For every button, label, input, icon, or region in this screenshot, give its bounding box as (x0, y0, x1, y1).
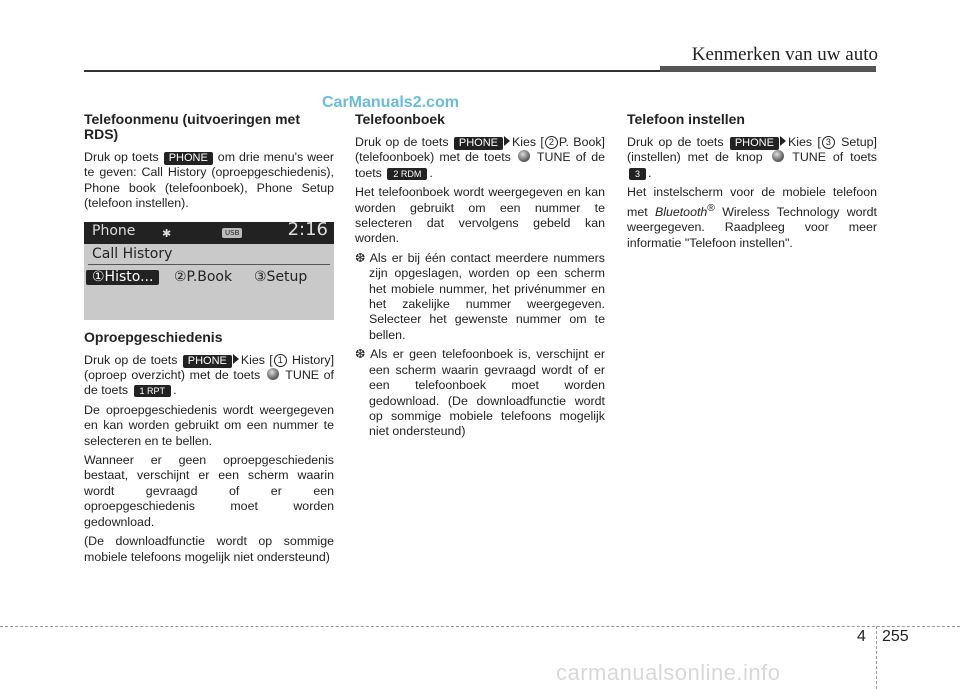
text: TUNE of de toets (355, 150, 606, 180)
text: Druk op toets (84, 150, 159, 164)
paragraph-setup-desc (627, 185, 877, 251)
screen-option-history: ①Histo... (86, 270, 159, 285)
watermark-top: CarManuals2.com (322, 94, 459, 111)
screen-option-pbook: ②P.Book (174, 268, 233, 285)
circled-number-icon: 2 (545, 136, 558, 149)
text: Kies [ (512, 135, 544, 149)
watermark-bottom: carmanualsonline.info (556, 660, 781, 685)
text: TUNE of toets (792, 150, 877, 165)
header-rule (84, 70, 660, 72)
text: Wireless Technology wordt weergegeven. Raadpleeg voor meer informatie "Telefoon instellen". (627, 204, 877, 250)
text: . (173, 383, 177, 398)
screen-option-setup: ③Setup (254, 268, 308, 285)
column-2 (355, 112, 605, 444)
page-number: 255 (882, 628, 909, 645)
key-2-rdm-icon: 2 RDM (387, 168, 427, 180)
paragraph-intro (84, 150, 334, 212)
key-1-rpt-icon: 1 RPT (134, 385, 172, 397)
paragraph-setup-steps (627, 135, 877, 181)
key-3-icon: 3 (629, 168, 646, 180)
bluetooth-icon: ✱ (162, 226, 172, 240)
bullet-multiple-numbers: ❆ Als er bij één contact meerdere nummers zijn opgeslagen, worden op een scherm het mobiele nummer, het privénummer en het zakelijke nummer weergegeven. Selecteer het gewenste nummer om te bellen. (355, 250, 605, 342)
usb-badge: USB (222, 228, 242, 238)
paragraph-history-note: (De downloadfunctie wordt op sommige mobiele telefoons mogelijk niet ondersteund) (84, 534, 334, 564)
paragraph-history-desc: De oproepgeschiedenis wordt weergegeven en kan worden gebruikt om een nummer te selecteren en te bellen. (84, 402, 334, 448)
heading-telefoonboek: Telefoonboek (355, 111, 445, 127)
header-bar (660, 66, 876, 72)
heading-telefoon-instellen: Telefoon instellen (627, 111, 745, 127)
arrow-right-icon (233, 354, 239, 364)
text: . (648, 165, 652, 180)
bullet-no-phonebook: ❆ Als er geen telefoonboek is, verschijnt er een scherm waarin gevraagd wordt of er een telefoonboek moet worden gedownload. (De downloadfunctie wordt op sommige mobiele telefoons mogelijk niet ondersteund) (355, 347, 605, 439)
text: Kies [ (787, 135, 821, 149)
chapter-number: 4 (857, 628, 866, 645)
arrow-right-icon (504, 136, 510, 146)
phone-button-icon: PHONE (730, 137, 779, 150)
page-divider (876, 626, 877, 689)
tune-knob-icon (267, 368, 279, 380)
heading-oproepgeschiedenis: Oproepgeschiedenis (84, 328, 223, 345)
text: History] (oproep overzicht) met de toets (84, 352, 335, 383)
arrow-right-icon (780, 136, 786, 146)
text: Druk op de toets (84, 352, 178, 367)
paragraph-phonebook-desc: Het telefoonboek wordt weergegeven en kan worden gebruikt om een nummer te selecteren dat vervolgens gebeld kan worden. (355, 185, 605, 246)
registered-mark: ® (707, 202, 715, 214)
text: Druk op de toets (627, 135, 724, 149)
screen-menu-title: Call History (92, 245, 173, 262)
text: om drie menu's weer te geven: Call History (oproepgeschiedenis), Phone book (telefoonboek), Phone Setup (telefoon instellen). (84, 150, 334, 211)
text: Het instelscherm voor de mobiele telefoon met (627, 185, 877, 219)
text: TUNE of de toets (84, 368, 334, 398)
paragraph-history-steps (84, 353, 334, 399)
screen-title: Phone (92, 222, 136, 239)
tune-knob-icon (518, 150, 530, 162)
phone-button-icon: PHONE (454, 137, 503, 150)
text: Druk op de toets (355, 135, 449, 149)
heading-telefoonmenu: Telefoonmenu (uitvoeringen met RDS) (84, 111, 300, 142)
phone-screen-image (84, 218, 334, 320)
paragraph-history-empty: Wanneer er geen oproepgeschiedenis bestaat, verschijnt er een scherm waarin wordt gevraagd of er een oproepgeschiedenis moet worden gedownload. (84, 453, 334, 529)
circled-number-icon: 1 (274, 354, 287, 367)
text: P. Book] (telefoonboek) met de toets (355, 135, 605, 165)
text: Setup] (instellen) met de knop (627, 135, 877, 165)
text: Kies [ (240, 352, 273, 367)
column-1 (84, 112, 334, 569)
screen-divider (88, 264, 330, 265)
chapter-title: Kenmerken van uw auto (691, 44, 878, 65)
column-3 (627, 112, 877, 255)
phone-button-icon: PHONE (164, 152, 213, 165)
footer-rule (0, 626, 960, 627)
circled-number-icon: 3 (822, 136, 835, 149)
screen-clock: 2:16 (287, 218, 328, 240)
paragraph-phonebook-steps (355, 135, 605, 181)
bluetooth-brand: Bluetooth (654, 204, 708, 219)
text: . (429, 165, 433, 180)
phone-button-icon: PHONE (183, 355, 232, 368)
tune-knob-icon (772, 150, 784, 162)
